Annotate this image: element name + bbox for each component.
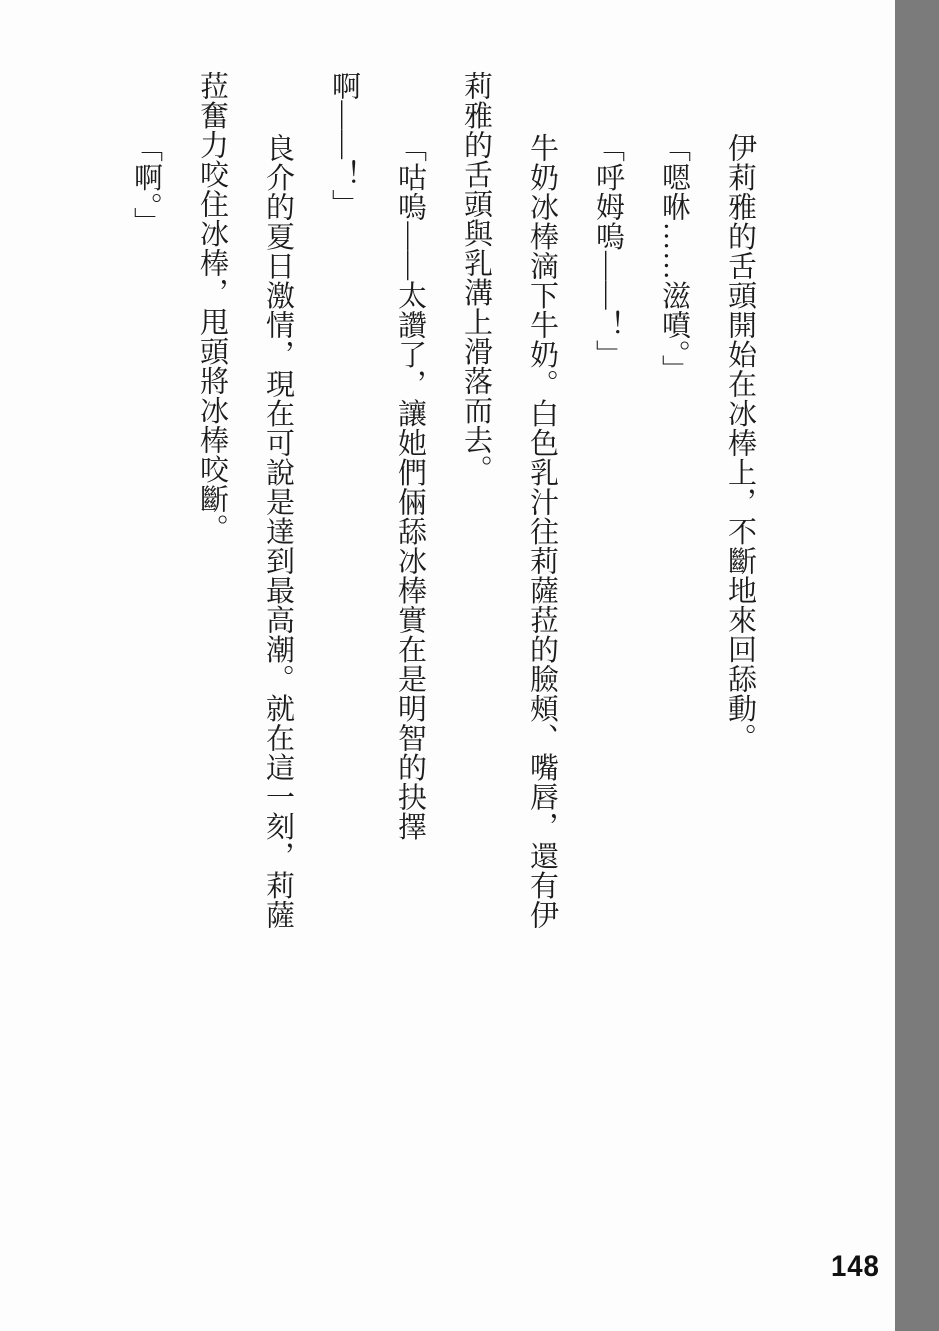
text-column-10-dialogue: 「啊。」 <box>130 133 162 237</box>
text-column-1: 伊莉雅的舌頭開始在冰棒上，不斷地來回舔動。 <box>724 133 756 753</box>
body-text <box>113 71 773 951</box>
text-column-7: 啊——！」 <box>328 71 360 219</box>
page-edge-bar <box>895 0 939 1331</box>
text-column-9: 菈奮力咬住冰棒，甩頭將冰棒咬斷。 <box>196 71 228 543</box>
text-column-2-dialogue: 「嗯咻……滋噴。」 <box>658 133 690 384</box>
text-column-6-dialogue: 「咕嗚——太讚了，讓她們倆舔冰棒實在是明智的抉擇 <box>394 133 426 841</box>
text-column-5: 莉雅的舌頭與乳溝上滑落而去。 <box>460 71 492 484</box>
text-column-3-dialogue: 「呼姆嗚——！」 <box>592 133 624 369</box>
text-column-8: 良介的夏日激情，現在可說是達到最高潮。就在這一刻，莉薩 <box>262 133 294 930</box>
page-number: 148 <box>831 1250 880 1283</box>
text-column-4: 牛奶冰棒滴下牛奶。白色乳汁往莉薩菈的臉頰、嘴唇，還有伊 <box>526 133 558 930</box>
